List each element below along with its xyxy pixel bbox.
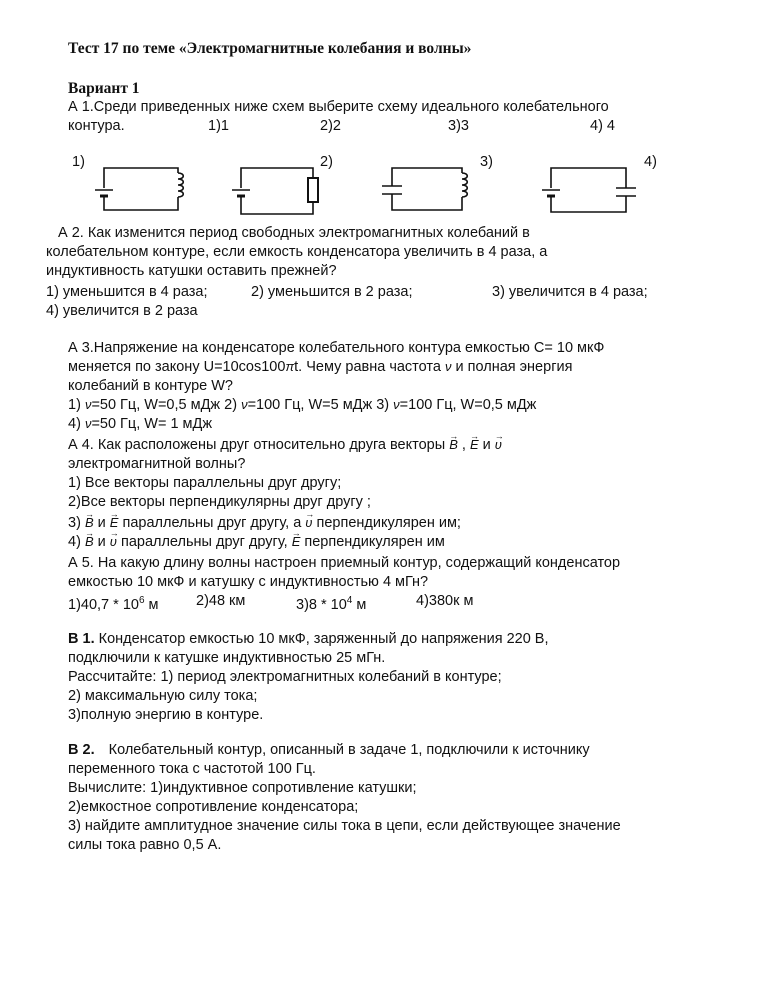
circuit-3-capacitor-inductor (382, 168, 467, 210)
a3-question-line3: колебаний в контуре W? (68, 378, 233, 394)
a3-opt3-value: =100 Гц, W=0,5 мДж (399, 397, 537, 413)
a4-question-line2: электромагнитной волны? (68, 456, 246, 472)
b2-line3: Вычислите: 1)индуктивное сопротивление катушки; (68, 780, 417, 796)
page-title: Тест 17 по теме «Электромагнитные колебания и волны» (68, 40, 472, 57)
vector-b: → B (85, 514, 94, 532)
b2-line2: переменного тока с частотой 100 Гц. (68, 761, 316, 777)
b1-line1-text: Конденсатор емкостью 10 мкФ, заряженный до напряжения 220 В, (98, 631, 549, 647)
b2-line1-text: Колебательный контур, описанный в задаче 1, подключили к источнику (108, 742, 590, 758)
a4-question-line1 (68, 436, 502, 454)
vector-e: → E (110, 514, 119, 532)
b2-line1 (68, 741, 590, 759)
a2-question-line3: индуктивность катушки оставить прежней? (46, 263, 337, 279)
a4-option-4 (68, 533, 445, 551)
a2-question-line2: колебательном контуре, если емкость конденсатора увеличить в 4 раза, а (46, 244, 548, 260)
a2-option-3: 3) увеличится в 4 раза; (492, 284, 648, 300)
vector-v: → υ (305, 514, 312, 532)
a5-opt1-exp: 6 (138, 595, 145, 606)
b2-line4: 2)емкостное сопротивление конденсатора; (68, 799, 359, 815)
nu-symbol: ν (241, 397, 248, 412)
a1-question-line1: А 1.Среди приведенных ниже схем выберите схему идеального колебательного (68, 99, 609, 115)
nu-symbol: ν (84, 397, 92, 412)
a5-option-3 (296, 592, 366, 614)
a3-question-line2 (68, 358, 572, 376)
a4-option-2: 2)Все векторы перпендикулярны друг другу ; (68, 494, 371, 510)
a3-line2-part2: t. Чему равна частота (294, 359, 441, 375)
b1-line3: Рассчитайте: 1) период электромагнитных колебаний в контуре; (68, 669, 502, 685)
variant-heading: Вариант 1 (68, 80, 140, 97)
a4-and: и (482, 437, 491, 453)
circuit-2-battery-resistor (232, 168, 318, 214)
a1-option-4: 4) 4 (590, 118, 615, 134)
a5-question-line2: емкостью 10 мкФ и катушку с индуктивностью 4 мГн? (68, 574, 429, 590)
a3-opt4-value: =50 Гц, W= 1 мДж (91, 416, 213, 432)
a4-opt3-text2: перпендикулярен им; (316, 515, 461, 531)
a1-option-3: 3)3 (448, 118, 469, 134)
circuit-label-3: 3) (480, 154, 493, 170)
b1-label: В 1. (68, 631, 95, 647)
b2-line6: силы тока равно 0,5 А. (68, 837, 222, 853)
a2-question-line1: А 2. Как изменится период свободных электромагнитных колебаний в (58, 225, 530, 241)
a4-line1-text: А 4. Как расположены друг относительно друга векторы (68, 437, 446, 453)
a3-question-line1: А 3.Напряжение на конденсаторе колебательного контура емкостью С= 10 мкФ (68, 340, 605, 356)
circuit-label-4: 4) (644, 154, 657, 170)
a1-line2-text: контура. (68, 118, 125, 134)
a1-option-2: 2)2 (320, 118, 341, 134)
a4-option-1: 1) Все векторы параллельны друг другу; (68, 475, 342, 491)
a2-option-1: 1) уменьшится в 4 раза; (46, 284, 208, 300)
circuit-4-battery-capacitor (542, 168, 636, 212)
a4-comma: , (461, 437, 466, 453)
vector-e: → E (470, 436, 479, 454)
vector-b: → B (449, 436, 458, 454)
circuit-label-1: 1) (72, 154, 85, 170)
b1-line1 (68, 630, 549, 648)
a5-opt3-base: 3)8 * 10 (296, 596, 347, 613)
b1-line5: 3)полную энергию в контуре. (68, 707, 264, 723)
a3-opt2-value: =100 Гц, W=5 мДж 3) (247, 397, 390, 413)
b1-line2: подключили к катушке индуктивностью 25 мГн. (68, 650, 386, 666)
a5-option-1 (68, 592, 159, 614)
nu-symbol: ν (84, 416, 92, 431)
a5-option-2: 2)48 км (196, 593, 246, 609)
a4-opt4-text2: перпендикулярен им (304, 534, 445, 550)
circuit-diagrams (0, 0, 768, 230)
a4-opt3-num: 3) (68, 515, 81, 531)
a2-option-2: 2) уменьшится в 2 раза; (251, 284, 413, 300)
a4-option-3 (68, 514, 461, 532)
nu-symbol: ν (393, 397, 400, 412)
circuit-label-2: 2) (320, 154, 333, 170)
a4-opt3-and: и (97, 515, 106, 531)
a3-line2-part3: и полная энергия (455, 359, 573, 375)
a4-opt4-num: 4) (68, 534, 81, 550)
a5-question-line1: А 5. На какую длину волны настроен приемный контур, содержащий конденсатор (68, 555, 621, 571)
a3-options-line2 (68, 415, 212, 433)
nu-symbol: ν (444, 359, 452, 374)
a3-opt4-num: 4) (68, 416, 81, 432)
a4-opt3-text: параллельны друг другу, а (122, 515, 302, 531)
b2-line5: 3) найдите амплитудное значение силы тока в цепи, если действующее значение (68, 818, 621, 834)
pi-symbol: π (285, 359, 295, 374)
a4-opt4-and: и (97, 534, 106, 550)
b2-label: В 2. (68, 742, 95, 758)
a5-opt3-exp: 4 (346, 595, 353, 606)
vector-e: → E (292, 533, 301, 551)
a3-line2-part1: меняется по закону U=10cos100 (68, 359, 286, 375)
a3-opt1-num: 1) (68, 397, 81, 413)
circuit-1-battery-inductor (95, 168, 183, 210)
a4-opt4-text: параллельны друг другу, (120, 534, 288, 550)
vector-v: → υ (495, 436, 502, 454)
a5-option-4: 4)380к м (416, 593, 474, 609)
vector-b: → B (85, 533, 94, 551)
b1-line4: 2) максимальную силу тока; (68, 688, 258, 704)
a1-option-1: 1)1 (208, 118, 229, 134)
a2-option-4: 4) увеличится в 2 раза (46, 303, 198, 319)
a5-opt3-unit: м (352, 596, 367, 613)
a3-opt1-value: =50 Гц, W=0,5 мДж 2) (91, 397, 238, 413)
a3-options-line1 (68, 396, 536, 414)
a5-opt1-base: 1)40,7 * 10 (68, 596, 139, 613)
vector-v: → υ (110, 533, 117, 551)
a5-opt1-unit: м (144, 596, 159, 613)
